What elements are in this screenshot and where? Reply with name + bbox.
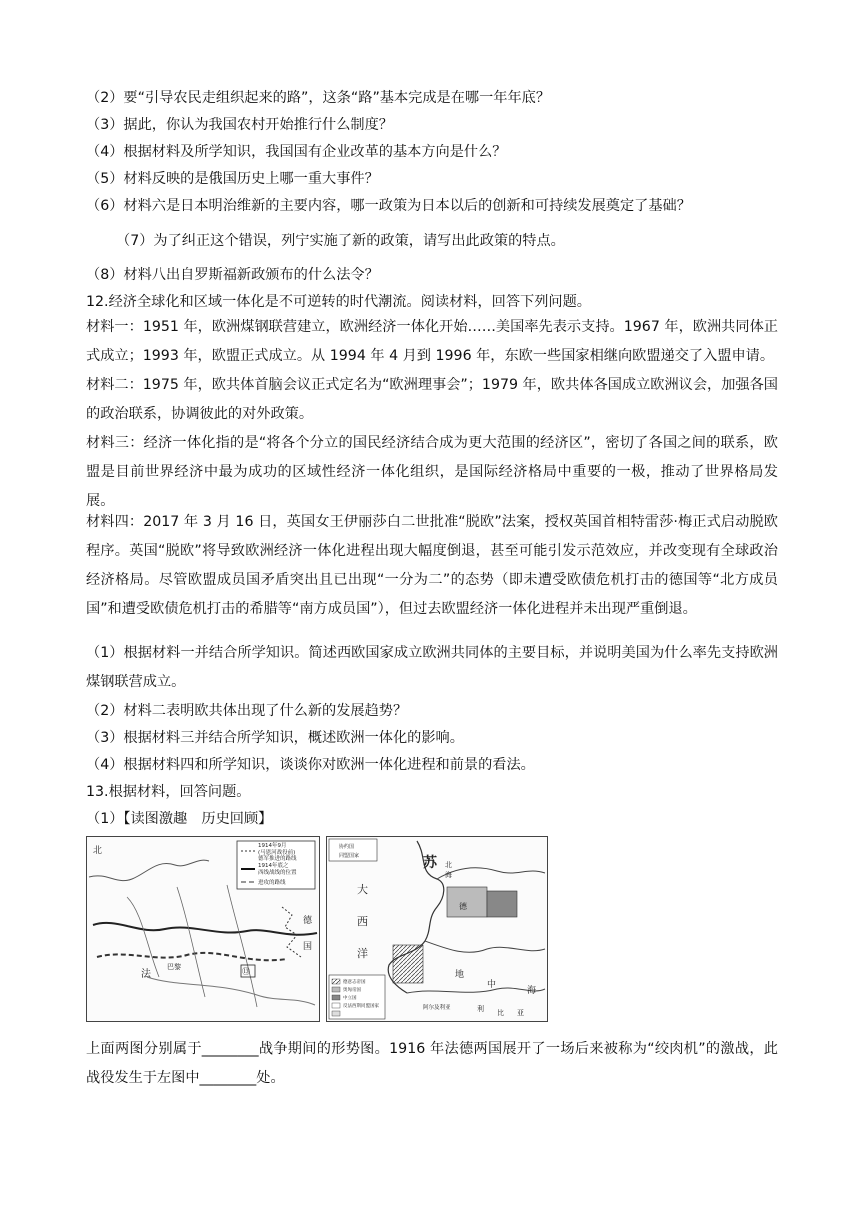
map-label: 德	[459, 902, 467, 911]
western-front-map-drawing	[87, 837, 319, 1021]
legend-text: 反法西斯同盟国家	[343, 1004, 379, 1009]
question-13-1-text: 上面两图分别属于________战争期间的形势图。1916 年法德两国展开了一场后来被称为“绞肉机”的激战，此战役发生于左图中________处。	[86, 1041, 778, 1086]
map-label: 亚	[517, 1009, 524, 1017]
map-label: 比	[497, 1009, 504, 1017]
question-13-1-title: （1）【读图激趣 历史回顾】	[86, 811, 273, 827]
map-label: 洋	[357, 947, 368, 960]
question-12-stem: 12.经济全球化和区域一体化是不可逆转的时代潮流。阅读材料，回答下列问题。	[86, 294, 591, 310]
world-war-map	[326, 836, 548, 1022]
western-front-map	[86, 836, 320, 1022]
material-1: 材料一：1951 年，欧洲煤钢联营建立，欧洲经济一体化开始……美国率先表示支持。1967 年，欧洲共同体正式成立；1993 年，欧盟正式成立。从 1994 年 4 月到 1996 年，东欧一些国家相继向欧盟递交了入盟申请。	[86, 319, 778, 364]
legend-text: 同盟国家	[339, 853, 360, 859]
map-figures	[86, 836, 546, 1020]
question-12-1: （1）根据材料一并结合所学知识。简述西欧国家成立欧洲共同体的主要目标，并说明美国为什么率先支持欧洲煤钢联营成立。	[86, 645, 778, 690]
question-11-4: （4）根据材料及所学知识，我国国有企业改革的基本方向是什么？	[86, 144, 507, 160]
material-3: 材料三：经济一体化指的是“将各个分立的国民经济结合成为更大范围的经济区”，密切了各国之间的联系，欧盟是目前世界经济中最为成功的区域性经济一体化组织，是国际经济格局中重要的一极，推动了世界格局发展。	[86, 435, 778, 509]
question-11-5: （5）材料反映的是俄国历史上哪一重大事件？	[86, 171, 379, 187]
map-label: 海	[445, 871, 452, 879]
map-label: 阿尔及利亚	[423, 1005, 451, 1011]
map-label: 地	[455, 970, 465, 980]
question-12-4: （4）根据材料四和所学知识，谈谈你对欧洲一体化进程和前景的看法。	[86, 757, 535, 773]
question-11-8: （8）材料八出自罗斯福新政颁布的什么法令？	[86, 267, 379, 283]
legend-text: (马恩河战役前)	[258, 850, 296, 856]
question-11-3: （3）据此，你认为我国农村开始推行什么制度？	[86, 117, 393, 133]
map-label: 中	[487, 980, 497, 990]
map-label: 北	[445, 861, 452, 869]
legend-text: 德意志帝国	[343, 980, 366, 985]
legend-text: 德军推进的路线	[258, 856, 297, 862]
map-label: 国	[303, 942, 313, 952]
question-12-3: （3）根据材料三并结合所学知识，概述欧洲一体化的影响。	[86, 730, 464, 746]
legend-text: 1914年底之	[258, 863, 289, 869]
question-11-7: （7）为了纠正这个错误，列宁实施了新的政策，请写出此政策的特点。	[116, 233, 565, 249]
map-label: 大	[357, 883, 368, 896]
legend-text: 1914年9月	[258, 843, 287, 849]
map-label: 巴黎	[167, 963, 181, 971]
material-4: 材料四：2017 年 3 月 16 日，英国女王伊丽莎白二世批准“脱欧”法案，授权英国首相特雷莎·梅正式启动脱欧程序。英国“脱欧”将导致欧洲经济一体化进程出现大幅度倒退，甚至可能引发示范效应，并改变现有全球政治经济格局。尽管欧盟成员国矛盾突出且已出现“一分为二”的态势（即未遭受欧债危机打击的德国等“北方成员国”和遭受欧债危机打击的希腊等“南方成员国”），但过去欧盟经济一体化进程并未出现严重倒退。	[86, 514, 778, 617]
question-13-stem: 13.根据材料，回答问题。	[86, 784, 251, 800]
map-label: 德	[303, 916, 313, 926]
legend-text: 中立国	[343, 996, 357, 1001]
map-label: 西	[357, 915, 368, 928]
question-11-2: （2）要“引导农民走组织起来的路”，这条“路”基本完成是在哪一年年底？	[86, 90, 551, 106]
world-war-map-drawing	[327, 837, 547, 1021]
map-label: 利	[477, 1005, 484, 1013]
legend-text: 西线战线的位置	[258, 870, 297, 876]
legend-text: 进攻的路线	[258, 880, 286, 886]
map-label: ⑬	[242, 967, 250, 976]
material-2: 材料二：1975 年，欧共体首脑会议正式定名为“欧洲理事会”；1979 年，欧共体各国成立欧洲议会，加强各国的政治联系，协调彼此的对外政策。	[86, 377, 778, 422]
question-12-2: （2）材料二表明欧共体出现了什么新的发展趋势？	[86, 703, 408, 719]
question-11-6: （6）材料六是日本明治维新的主要内容，哪一政策为日本以后的创新和可持续发展奠定了基础？	[86, 198, 691, 214]
map-label: 法	[141, 969, 151, 980]
map-label: 海	[527, 986, 537, 996]
map-label: 苏	[423, 855, 437, 871]
legend-text: 协约国	[339, 844, 355, 850]
legend-text: 奥匈帝国	[343, 988, 361, 993]
map-label: 北	[93, 846, 103, 856]
